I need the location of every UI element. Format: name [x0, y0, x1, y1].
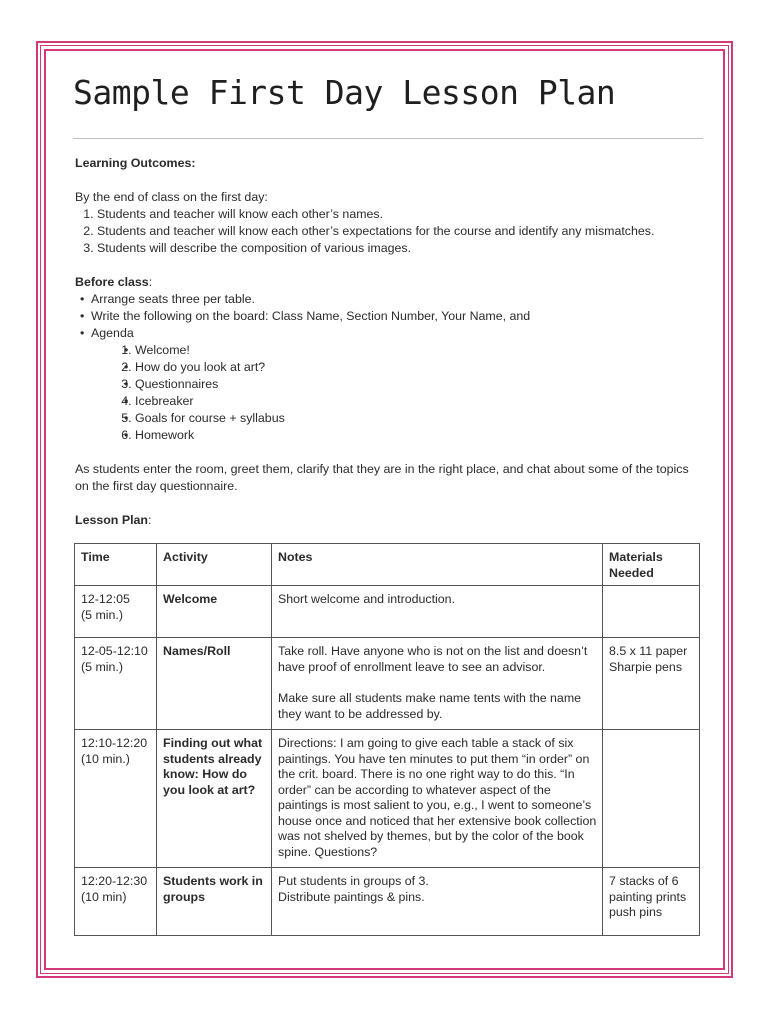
notes-cell — [272, 730, 603, 868]
material-item: Sharpie pens — [609, 659, 683, 674]
lesson-plan-heading-line — [75, 512, 705, 529]
learning-outcomes-intro: By the end of class on the first day: — [75, 190, 268, 204]
notes-cell — [272, 638, 603, 730]
time-range: 12:20-12:30 — [81, 874, 148, 888]
materials-cell — [603, 730, 700, 868]
column-header-notes: Notes — [272, 544, 603, 586]
activity-cell: Names/Roll — [157, 638, 272, 730]
materials-cell — [603, 868, 700, 936]
lesson-plan-heading: Lesson Plan — [75, 513, 148, 527]
column-header-time: Time — [75, 544, 157, 586]
materials-cell — [603, 638, 700, 730]
column-header-activity: Activity — [157, 544, 272, 586]
before-class-colon: : — [148, 275, 153, 289]
learning-outcomes-heading: Learning Outcomes: — [75, 156, 196, 170]
notes-cell — [272, 868, 603, 936]
note-text: Directions: I am going to give each table a stack of six paintings. You have ten minutes to put them “in order” on the crit. board. There is no one right way to do this. “In order” can be according to whatever aspect of the paintings is most salient to you, e.g., I went to someone’s house once and noticed that her extensive book collection was not shelved by themes, but by the color of the book spine. Questions? — [278, 736, 597, 859]
lesson-plan-colon: : — [148, 513, 152, 527]
agenda-item: • 4. Icebreaker — [135, 393, 705, 410]
table-row — [75, 586, 700, 638]
agenda-item: • 5. Goals for course + syllabus — [135, 410, 705, 427]
note-text: Take roll. Have anyone who is not on the list and doesn’t have proof of enrollment leave to see an advisor. — [278, 644, 588, 674]
before-class-item — [91, 325, 705, 444]
before-class-list — [75, 291, 705, 444]
column-header-materials: Materials Needed — [603, 544, 700, 586]
material-item: 7 stacks of 6 painting prints — [609, 874, 687, 904]
agenda-item: • 2. How do you look at art? — [135, 359, 705, 376]
table-row — [75, 868, 700, 936]
before-class-heading: Before class — [75, 275, 149, 289]
outcome-item: 1. Students and teacher will know each other’s names. — [97, 206, 705, 223]
table-row — [75, 730, 700, 868]
learning-outcomes-list — [75, 206, 705, 257]
document-body — [75, 155, 705, 529]
table-row — [75, 638, 700, 730]
agenda-list — [91, 342, 705, 444]
time-cell — [75, 730, 157, 868]
outcome-item: 3. Students will describe the composition of various images. — [97, 240, 705, 257]
agenda-label: Agenda — [91, 326, 134, 340]
agenda-item: • 6. Homework — [135, 427, 705, 444]
outcome-item: 2. Students and teacher will know each other’s expectations for the course and identify any mismatches. — [97, 223, 705, 240]
time-cell — [75, 586, 157, 638]
note-text: Distribute paintings & pins. — [278, 889, 425, 904]
table-header-row — [75, 544, 700, 586]
note-text: Put students in groups of 3. — [278, 874, 429, 888]
time-cell — [75, 638, 157, 730]
material-item: 8.5 x 11 paper — [609, 644, 688, 658]
time-range: 12-05-12:10 — [81, 644, 148, 658]
time-range: 12:10-12:20 — [81, 736, 148, 750]
before-class-item: • Arrange seats three per table. — [91, 291, 705, 308]
time-duration: (10 min.) — [81, 751, 130, 766]
time-range: 12-12:05 — [81, 592, 130, 606]
notes-cell — [272, 586, 603, 638]
time-duration: (10 min) — [81, 889, 127, 904]
materials-cell — [603, 586, 700, 638]
before-class-heading-line — [75, 274, 705, 291]
activity-cell: Welcome — [157, 586, 272, 638]
time-duration: (5 min.) — [81, 659, 123, 674]
activity-cell: Students work in groups — [157, 868, 272, 936]
lesson-plan-table — [74, 543, 700, 936]
title-divider — [73, 138, 703, 139]
note-text: Make sure all students make name tents with the name they want to be addressed by. — [278, 691, 582, 721]
time-duration: (5 min.) — [81, 607, 123, 622]
material-item: push pins — [609, 905, 663, 919]
time-cell — [75, 868, 157, 936]
agenda-item: • 1. Welcome! — [135, 342, 705, 359]
note-text: Short welcome and introduction. — [278, 592, 456, 606]
before-class-item: • Write the following on the board: Class Name, Section Number, Your Name, and — [91, 308, 705, 325]
agenda-item: • 3. Questionnaires — [135, 376, 705, 393]
page-title: Sample First Day Lesson Plan — [73, 73, 616, 112]
arrival-note: As students enter the room, greet them, clarify that they are in the right place, and chat about some of the topics on the first day questionnaire. — [75, 462, 689, 493]
activity-cell: Finding out what students already know: How do you look at art? — [157, 730, 272, 868]
